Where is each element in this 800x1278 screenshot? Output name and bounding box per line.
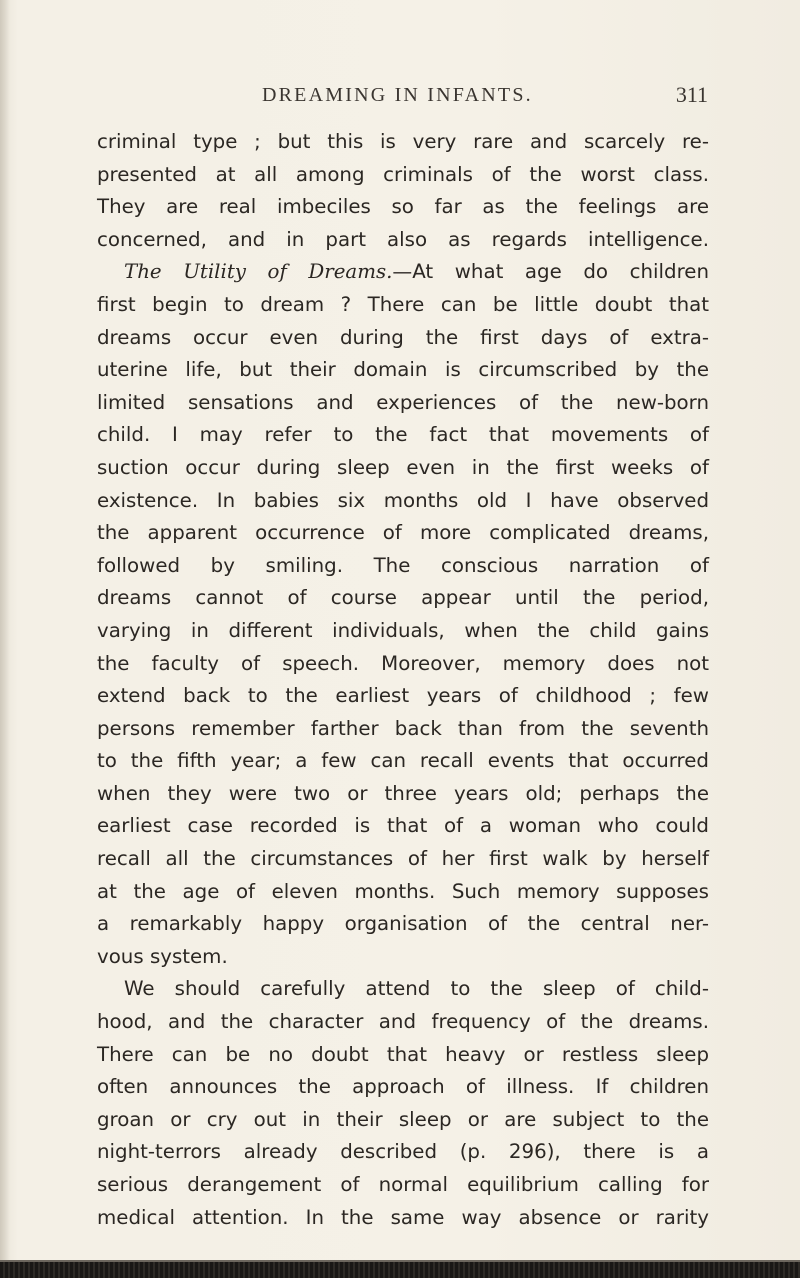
text-line: often announces the approach of illness. If children [97,1075,709,1099]
page-number: 311 [675,82,708,107]
text-line: criminal type ; but this is very rare and scarcely re- [97,130,709,153]
text-line: child. I may refer to the fact that movements of [97,423,709,447]
spine-shadow [0,0,10,1278]
text-line: suction occur during sleep even in the first weeks of [97,455,709,479]
text-line: the apparent occurrence of more complicated dreams, [97,521,709,545]
body-text [97,126,709,1234]
text-line: serious derangement of normal equilibrium calling for [97,1173,709,1196]
text-line: medical attention. In the same way absence or rarity [97,1205,709,1229]
text-line: earliest case recorded is that of a woman who could [97,814,709,838]
text-line: a remarkably happy organisation of the central ner- [97,912,709,936]
text-line: recall all the circumstances of her first walk by herself [97,847,709,871]
text-line: uterine life, but their domain is circumscribed by the [97,358,709,382]
text-line: followed by smiling. The conscious narration of [97,553,709,577]
text-line: first begin to dream ? There can be little doubt that [97,292,709,316]
text-line: extend back to the earliest years of childhood ; few [97,684,709,708]
section-title: The Utility of Dreams. [124,260,393,284]
text-line: existence. In babies six months old I have observed [97,488,709,512]
text-line: presented at all among criminals of the worst class. [97,162,709,186]
section-heading-rest: —At what age do children [392,260,709,284]
text-line: night-terrors already described (p. 296), there is a [97,1140,709,1164]
text-line: persons remember farther back than from the seventh [97,716,709,740]
text-line: There can be no doubt that heavy or restless sleep [97,1042,709,1066]
text-line: to the fifth year; a few can recall events that occurred [97,749,709,773]
text-line: the faculty of speech. Moreover, memory does not [97,651,709,675]
page-bottom-edge [0,1262,800,1278]
text-line: when they were two or three years old; perhaps the [97,781,709,805]
section-heading-line [97,256,709,289]
text-line: hood, and the character and frequency of the dreams. [97,1010,709,1034]
text-line: They are real imbeciles so far as the feelings are [97,195,709,219]
text-line: concerned, and in part also as regards intelligence. [97,227,709,251]
text-line: dreams cannot of course appear until the period, [97,586,709,610]
running-head [100,84,708,120]
text-line: groan or cry out in their sleep or are subject to the [97,1107,709,1131]
text-line: dreams occur even during the first days of extra- [97,325,709,349]
text-line: at the age of eleven months. Such memory supposes [97,879,709,903]
paragraph-end-line: vous system. [97,944,228,968]
text-line: limited sensations and experiences of the new-born [97,390,709,414]
running-title: DREAMING IN INFANTS. [262,84,533,106]
text-line: varying in different individuals, when the child gains [97,618,709,642]
paragraph-start-line: We should carefully attend to the sleep of child- [124,977,709,1001]
